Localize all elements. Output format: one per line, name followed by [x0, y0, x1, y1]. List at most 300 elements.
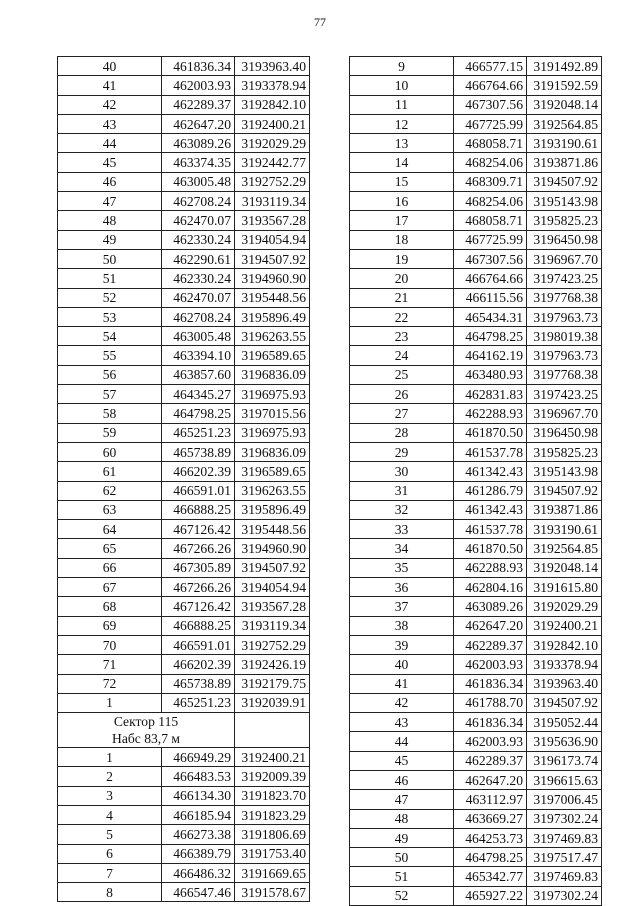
table-row: [58, 863, 310, 882]
y-coordinate-cell: 3192400.21: [235, 748, 310, 767]
y-coordinate-cell: 3194507.92: [235, 249, 310, 268]
point-number-cell: 68: [58, 597, 162, 616]
y-coordinate-cell: 3195636.90: [527, 732, 602, 751]
point-number-cell: 42: [58, 95, 162, 114]
y-coordinate-cell: 3193119.34: [235, 616, 310, 635]
x-coordinate-cell: 463480.93: [454, 365, 527, 384]
table-row: [58, 76, 310, 95]
point-number-cell: 64: [58, 520, 162, 539]
y-coordinate-cell: 3192400.21: [235, 114, 310, 133]
y-coordinate-cell: 3192842.10: [235, 95, 310, 114]
y-coordinate-cell: 3193190.61: [527, 134, 602, 153]
table-row: [350, 809, 602, 828]
y-coordinate-cell: 3195143.98: [527, 462, 602, 481]
y-coordinate-cell: 3194960.90: [235, 539, 310, 558]
y-coordinate-cell: 3192400.21: [527, 616, 602, 635]
sector-header-blank-cell: [235, 713, 310, 748]
x-coordinate-cell: 466486.32: [162, 863, 235, 882]
x-coordinate-cell: 462831.83: [454, 385, 527, 404]
table-row: [58, 404, 310, 423]
y-coordinate-cell: 3192048.14: [527, 95, 602, 114]
table-row: [350, 442, 602, 461]
x-coordinate-cell: 461537.78: [454, 520, 527, 539]
sector-header-cell: [58, 713, 235, 748]
point-number-cell: 27: [350, 404, 454, 423]
point-number-cell: 66: [58, 558, 162, 577]
point-number-cell: 43: [58, 114, 162, 133]
y-coordinate-cell: 3195052.44: [527, 713, 602, 732]
point-number-cell: 1: [58, 693, 162, 712]
y-coordinate-cell: 3193567.28: [235, 211, 310, 230]
y-coordinate-cell: 3198019.38: [527, 327, 602, 346]
y-coordinate-cell: 3191753.40: [235, 844, 310, 863]
table-row: [58, 767, 310, 786]
point-number-cell: 25: [350, 365, 454, 384]
y-coordinate-cell: 3197963.73: [527, 346, 602, 365]
point-number-cell: 24: [350, 346, 454, 365]
table-row: [58, 844, 310, 863]
point-number-cell: 19: [350, 249, 454, 268]
point-number-cell: 46: [58, 172, 162, 191]
table-row: [58, 249, 310, 268]
point-number-cell: 71: [58, 655, 162, 674]
table-row: [350, 558, 602, 577]
point-number-cell: 59: [58, 423, 162, 442]
point-number-cell: 33: [350, 520, 454, 539]
x-coordinate-cell: 466202.39: [162, 655, 235, 674]
table-row: [58, 520, 310, 539]
x-coordinate-cell: 466888.25: [162, 616, 235, 635]
x-coordinate-cell: 461836.34: [454, 713, 527, 732]
y-coordinate-cell: 3196615.63: [527, 770, 602, 789]
x-coordinate-cell: 461870.50: [454, 539, 527, 558]
y-coordinate-cell: 3196173.74: [527, 751, 602, 770]
right-table-body: [350, 57, 602, 906]
x-coordinate-cell: 464798.25: [162, 404, 235, 423]
y-coordinate-cell: 3197423.25: [527, 269, 602, 288]
table-row: [58, 442, 310, 461]
table-row: [58, 539, 310, 558]
y-coordinate-cell: 3192039.91: [235, 693, 310, 712]
x-coordinate-cell: 468058.71: [454, 134, 527, 153]
table-row: [58, 558, 310, 577]
x-coordinate-cell: 466115.56: [454, 288, 527, 307]
point-number-cell: 7: [58, 863, 162, 882]
point-number-cell: 47: [58, 192, 162, 211]
x-coordinate-cell: 462708.24: [162, 192, 235, 211]
x-coordinate-cell: 464345.27: [162, 385, 235, 404]
point-number-cell: 61: [58, 462, 162, 481]
y-coordinate-cell: 3192442.77: [235, 153, 310, 172]
point-number-cell: 31: [350, 481, 454, 500]
point-number-cell: 29: [350, 442, 454, 461]
y-coordinate-cell: 3192752.29: [235, 172, 310, 191]
y-coordinate-cell: 3197015.56: [235, 404, 310, 423]
point-number-cell: 58: [58, 404, 162, 423]
table-row: [350, 462, 602, 481]
x-coordinate-cell: 465738.89: [162, 442, 235, 461]
point-number-cell: 51: [58, 269, 162, 288]
point-number-cell: 63: [58, 500, 162, 519]
x-coordinate-cell: 467266.26: [162, 578, 235, 597]
table-row: [350, 655, 602, 674]
x-coordinate-cell: 463857.60: [162, 365, 235, 384]
point-number-cell: 49: [350, 828, 454, 847]
point-number-cell: 4: [58, 805, 162, 824]
x-coordinate-cell: 462288.93: [454, 404, 527, 423]
point-number-cell: 44: [58, 134, 162, 153]
y-coordinate-cell: 3195143.98: [527, 192, 602, 211]
table-row: [350, 635, 602, 654]
x-coordinate-cell: 468254.06: [454, 153, 527, 172]
y-coordinate-cell: 3194960.90: [235, 269, 310, 288]
y-coordinate-cell: 3197768.38: [527, 365, 602, 384]
table-row: [350, 365, 602, 384]
y-coordinate-cell: 3194054.94: [235, 578, 310, 597]
x-coordinate-cell: 467266.26: [162, 539, 235, 558]
y-coordinate-cell: 3196589.65: [235, 346, 310, 365]
point-number-cell: 40: [58, 57, 162, 76]
point-number-cell: 47: [350, 790, 454, 809]
point-number-cell: 38: [350, 616, 454, 635]
table-row: [350, 674, 602, 693]
x-coordinate-cell: 463089.26: [162, 134, 235, 153]
point-number-cell: 45: [58, 153, 162, 172]
table-row: [350, 385, 602, 404]
left-table-body-a: [58, 57, 310, 713]
point-number-cell: 34: [350, 539, 454, 558]
table-row: [58, 805, 310, 824]
y-coordinate-cell: 3192048.14: [527, 558, 602, 577]
table-row: [58, 674, 310, 693]
x-coordinate-cell: 462647.20: [162, 114, 235, 133]
table-row: [350, 192, 602, 211]
table-row: [58, 269, 310, 288]
table-row: [58, 346, 310, 365]
table-row: [350, 307, 602, 326]
table-row: [350, 500, 602, 519]
y-coordinate-cell: 3194507.92: [527, 693, 602, 712]
x-coordinate-cell: 465927.22: [454, 886, 527, 905]
point-number-cell: 41: [58, 76, 162, 95]
y-coordinate-cell: 3196450.98: [527, 230, 602, 249]
x-coordinate-cell: 465342.77: [454, 867, 527, 886]
y-coordinate-cell: 3196836.09: [235, 365, 310, 384]
x-coordinate-cell: 465738.89: [162, 674, 235, 693]
table-row: [350, 95, 602, 114]
y-coordinate-cell: 3196975.93: [235, 385, 310, 404]
y-coordinate-cell: 3192564.85: [527, 114, 602, 133]
point-number-cell: 56: [58, 365, 162, 384]
point-number-cell: 48: [58, 211, 162, 230]
x-coordinate-cell: 467725.99: [454, 114, 527, 133]
table-row: [58, 172, 310, 191]
y-coordinate-cell: 3197006.45: [527, 790, 602, 809]
point-number-cell: 6: [58, 844, 162, 863]
x-coordinate-cell: 466134.30: [162, 786, 235, 805]
point-number-cell: 50: [58, 249, 162, 268]
y-coordinate-cell: 3192029.29: [235, 134, 310, 153]
x-coordinate-cell: 463669.27: [454, 809, 527, 828]
table-row: [350, 713, 602, 732]
y-coordinate-cell: 3194054.94: [235, 230, 310, 249]
x-coordinate-cell: 462003.93: [162, 76, 235, 95]
point-number-cell: 41: [350, 674, 454, 693]
point-number-cell: 15: [350, 172, 454, 191]
table-row: [350, 481, 602, 500]
y-coordinate-cell: 3192752.29: [235, 635, 310, 654]
table-row: [58, 192, 310, 211]
point-number-cell: 70: [58, 635, 162, 654]
x-coordinate-cell: 462289.37: [162, 95, 235, 114]
point-number-cell: 8: [58, 883, 162, 902]
table-row: [350, 616, 602, 635]
x-coordinate-cell: 465251.23: [162, 423, 235, 442]
point-number-cell: 72: [58, 674, 162, 693]
y-coordinate-cell: 3194507.92: [527, 481, 602, 500]
y-coordinate-cell: 3197302.24: [527, 886, 602, 905]
x-coordinate-cell: 466949.29: [162, 748, 235, 767]
x-coordinate-cell: 461836.34: [162, 57, 235, 76]
y-coordinate-cell: 3192842.10: [527, 635, 602, 654]
point-number-cell: 13: [350, 134, 454, 153]
point-number-cell: 44: [350, 732, 454, 751]
table-row: [58, 211, 310, 230]
table-row: [58, 655, 310, 674]
table-row: [58, 57, 310, 76]
x-coordinate-cell: 464798.25: [454, 848, 527, 867]
point-number-cell: 37: [350, 597, 454, 616]
y-coordinate-cell: 3193871.86: [527, 153, 602, 172]
x-coordinate-cell: 461342.43: [454, 462, 527, 481]
point-number-cell: 42: [350, 693, 454, 712]
y-coordinate-cell: 3197469.83: [527, 828, 602, 847]
y-coordinate-cell: 3196263.55: [235, 327, 310, 346]
point-number-cell: 17: [350, 211, 454, 230]
point-number-cell: 52: [350, 886, 454, 905]
x-coordinate-cell: 466764.66: [454, 76, 527, 95]
table-row: [58, 462, 310, 481]
table-row: [350, 886, 602, 905]
table-row: [350, 404, 602, 423]
table-row: [350, 134, 602, 153]
point-number-cell: 35: [350, 558, 454, 577]
x-coordinate-cell: 468254.06: [454, 192, 527, 211]
point-number-cell: 9: [350, 57, 454, 76]
y-coordinate-cell: 3197469.83: [527, 867, 602, 886]
point-number-cell: 57: [58, 385, 162, 404]
x-coordinate-cell: 468058.71: [454, 211, 527, 230]
y-coordinate-cell: 3196967.70: [527, 404, 602, 423]
point-number-cell: 52: [58, 288, 162, 307]
point-number-cell: 62: [58, 481, 162, 500]
point-number-cell: 30: [350, 462, 454, 481]
x-coordinate-cell: 461342.43: [454, 500, 527, 519]
y-coordinate-cell: 3196975.93: [235, 423, 310, 442]
y-coordinate-cell: 3197768.38: [527, 288, 602, 307]
y-coordinate-cell: 3193963.40: [235, 57, 310, 76]
point-number-cell: 67: [58, 578, 162, 597]
x-coordinate-cell: 467126.42: [162, 520, 235, 539]
point-number-cell: 36: [350, 578, 454, 597]
point-number-cell: 26: [350, 385, 454, 404]
table-row: [350, 288, 602, 307]
sector-height: Набс 83,7 м: [112, 731, 180, 747]
x-coordinate-cell: 463089.26: [454, 597, 527, 616]
point-number-cell: 1: [58, 748, 162, 767]
y-coordinate-cell: 3191615.80: [527, 578, 602, 597]
y-coordinate-cell: 3193378.94: [527, 655, 602, 674]
x-coordinate-cell: 466888.25: [162, 500, 235, 519]
point-number-cell: 2: [58, 767, 162, 786]
y-coordinate-cell: 3195896.49: [235, 500, 310, 519]
point-number-cell: 43: [350, 713, 454, 732]
point-number-cell: 28: [350, 423, 454, 442]
x-coordinate-cell: 462289.37: [454, 635, 527, 654]
x-coordinate-cell: 466764.66: [454, 269, 527, 288]
x-coordinate-cell: 468309.71: [454, 172, 527, 191]
x-coordinate-cell: 462330.24: [162, 230, 235, 249]
point-number-cell: 60: [58, 442, 162, 461]
point-number-cell: 12: [350, 114, 454, 133]
x-coordinate-cell: 464162.19: [454, 346, 527, 365]
x-coordinate-cell: 462647.20: [454, 616, 527, 635]
table-row: [58, 635, 310, 654]
table-row: [58, 500, 310, 519]
x-coordinate-cell: 462647.20: [454, 770, 527, 789]
table-row: [350, 770, 602, 789]
x-coordinate-cell: 461286.79: [454, 481, 527, 500]
y-coordinate-cell: 3193119.34: [235, 192, 310, 211]
y-coordinate-cell: 3196589.65: [235, 462, 310, 481]
y-coordinate-cell: 3191823.70: [235, 786, 310, 805]
table-row: [58, 481, 310, 500]
point-number-cell: 10: [350, 76, 454, 95]
y-coordinate-cell: 3193963.40: [527, 674, 602, 693]
y-coordinate-cell: 3196263.55: [235, 481, 310, 500]
table-row: [350, 578, 602, 597]
y-coordinate-cell: 3192009.39: [235, 767, 310, 786]
table-row: [58, 327, 310, 346]
table-row: [350, 327, 602, 346]
x-coordinate-cell: 463005.48: [162, 172, 235, 191]
table-row: [58, 230, 310, 249]
y-coordinate-cell: 3191492.89: [527, 57, 602, 76]
x-coordinate-cell: 462470.07: [162, 211, 235, 230]
point-number-cell: 65: [58, 539, 162, 558]
point-number-cell: 21: [350, 288, 454, 307]
x-coordinate-cell: 462003.93: [454, 655, 527, 674]
table-row: [350, 751, 602, 770]
table-row: [58, 883, 310, 902]
y-coordinate-cell: 3193567.28: [235, 597, 310, 616]
y-coordinate-cell: 3191669.65: [235, 863, 310, 882]
table-row: [58, 597, 310, 616]
table-row: [350, 520, 602, 539]
point-number-cell: 45: [350, 751, 454, 770]
point-number-cell: 3: [58, 786, 162, 805]
point-number-cell: 22: [350, 307, 454, 326]
x-coordinate-cell: 466389.79: [162, 844, 235, 863]
table-row: [350, 828, 602, 847]
x-coordinate-cell: 462708.24: [162, 307, 235, 326]
x-coordinate-cell: 466547.46: [162, 883, 235, 902]
table-row: [58, 95, 310, 114]
point-number-cell: 48: [350, 809, 454, 828]
point-number-cell: 5: [58, 825, 162, 844]
x-coordinate-cell: 467307.56: [454, 95, 527, 114]
point-number-cell: 39: [350, 635, 454, 654]
y-coordinate-cell: 3194507.92: [527, 172, 602, 191]
y-coordinate-cell: 3191592.59: [527, 76, 602, 95]
y-coordinate-cell: 3192564.85: [527, 539, 602, 558]
left-coordinate-table: [57, 56, 310, 902]
x-coordinate-cell: 463005.48: [162, 327, 235, 346]
table-row: [350, 867, 602, 886]
y-coordinate-cell: 3195825.23: [527, 211, 602, 230]
y-coordinate-cell: 3196967.70: [527, 249, 602, 268]
y-coordinate-cell: 3193190.61: [527, 520, 602, 539]
y-coordinate-cell: 3193871.86: [527, 500, 602, 519]
sector-header-body: [58, 713, 310, 748]
table-row: [350, 57, 602, 76]
x-coordinate-cell: 466202.39: [162, 462, 235, 481]
x-coordinate-cell: 466577.15: [454, 57, 527, 76]
table-row: [58, 114, 310, 133]
y-coordinate-cell: 3195896.49: [235, 307, 310, 326]
sector-title: Сектор 115: [113, 714, 179, 730]
y-coordinate-cell: 3197302.24: [527, 809, 602, 828]
y-coordinate-cell: 3192179.75: [235, 674, 310, 693]
table-row: [350, 76, 602, 95]
y-coordinate-cell: 3196836.09: [235, 442, 310, 461]
table-row: [58, 578, 310, 597]
table-row: [350, 848, 602, 867]
right-coordinate-table: [349, 56, 602, 906]
point-number-cell: 32: [350, 500, 454, 519]
point-number-cell: 51: [350, 867, 454, 886]
table-row: [350, 346, 602, 365]
point-number-cell: 69: [58, 616, 162, 635]
point-number-cell: 23: [350, 327, 454, 346]
table-row: [58, 385, 310, 404]
table-row: [350, 597, 602, 616]
y-coordinate-cell: 3191823.29: [235, 805, 310, 824]
table-row: [350, 153, 602, 172]
table-row: [58, 693, 310, 712]
point-number-cell: 18: [350, 230, 454, 249]
x-coordinate-cell: 463374.35: [162, 153, 235, 172]
point-number-cell: 54: [58, 327, 162, 346]
x-coordinate-cell: 466273.38: [162, 825, 235, 844]
table-row: [58, 748, 310, 767]
point-number-cell: 55: [58, 346, 162, 365]
x-coordinate-cell: 463394.10: [162, 346, 235, 365]
table-row: [350, 230, 602, 249]
x-coordinate-cell: 466591.01: [162, 635, 235, 654]
x-coordinate-cell: 466185.94: [162, 805, 235, 824]
y-coordinate-cell: 3195448.56: [235, 520, 310, 539]
y-coordinate-cell: 3192029.29: [527, 597, 602, 616]
point-number-cell: 49: [58, 230, 162, 249]
x-coordinate-cell: 462003.93: [454, 732, 527, 751]
table-row: [58, 365, 310, 384]
table-row: [58, 786, 310, 805]
table-row: [58, 288, 310, 307]
x-coordinate-cell: 466591.01: [162, 481, 235, 500]
table-row: [350, 693, 602, 712]
point-number-cell: 14: [350, 153, 454, 172]
